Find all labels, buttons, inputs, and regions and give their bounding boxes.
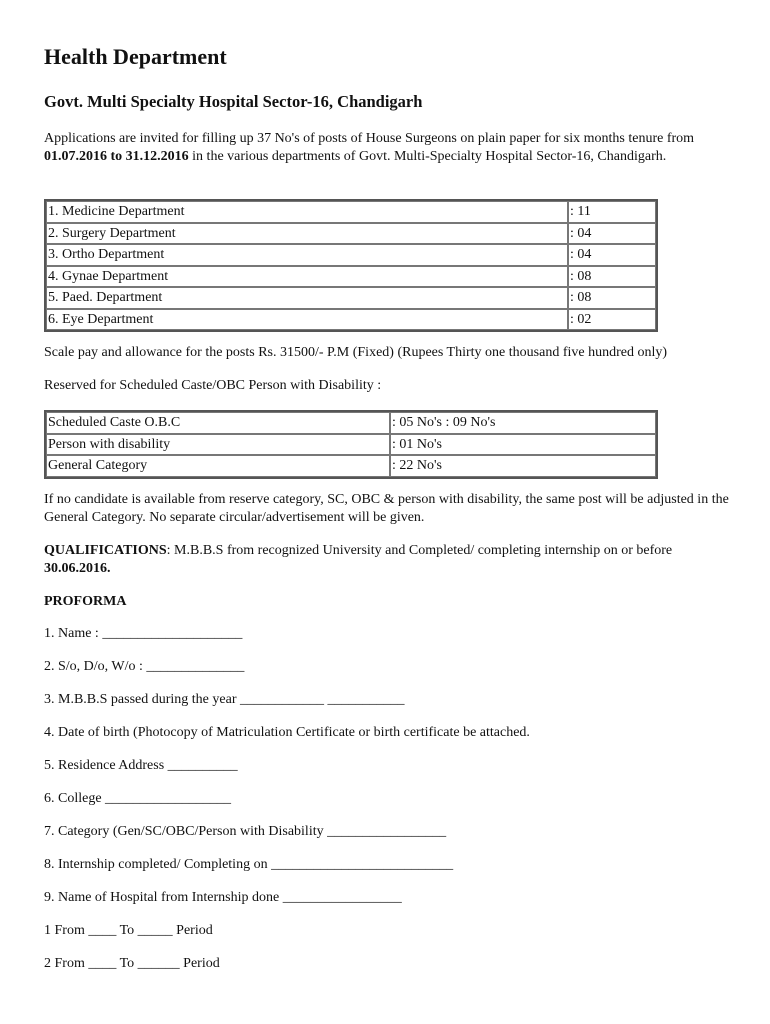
intro-text-before: Applications are invited for filling up 37 No's of posts of House Surgeons on plain paper for six months tenure from [44,131,695,146]
department-name: 4. Gynae Department [46,266,568,288]
department-name: 6. Eye Department [46,309,568,331]
reserve-note: If no candidate is available from reserve category, SC, OBC & person with disability, the same post will be adjusted in the General Category. No separate circular/advertisement will be given. [44,492,729,525]
reservation-table [44,410,658,479]
department-name: 2. Surgery Department [46,223,568,245]
proforma-field-internship: 8. Internship completed/ Completing on __________________________ [44,857,454,872]
page-title: Health Department [44,44,227,69]
intro-text-after: in the various departments of Govt. Multi-Specialty Hospital Sector-16, Chandigarh. [188,148,667,164]
proforma-field-name: 1. Name : ____________________ [44,626,243,641]
post-count: : 08 [568,266,656,288]
proforma-field-college: 6. College __________________ [44,791,232,806]
proforma-field-category: 7. Category (Gen/SC/OBC/Person with Disability _________________ [44,824,447,839]
departments-table [44,199,658,332]
scale-pay-text: Scale pay and allowance for the posts Rs. 31500/- P.M (Fixed) (Rupees Thirty one thousand five hundred only) [44,345,668,360]
proforma-field-period-2: 2 From ____ To ______ Period [44,956,220,971]
post-count: : 02 [568,309,656,331]
department-name: 3. Ortho Department [46,244,568,266]
table-row [46,287,656,309]
table-row [46,223,656,245]
proforma-field-hospital: 9. Name of Hospital from Internship done _________________ [44,890,402,905]
post-count: : 04 [568,223,656,245]
proforma-field-dob: 4. Date of birth (Photocopy of Matriculation Certificate or birth certificate be attached. [44,725,530,740]
table-row [46,266,656,288]
post-count: : 11 [568,201,656,223]
department-name: 5. Paed. Department [46,287,568,309]
proforma-field-period-1: 1 From ____ To _____ Period [44,923,213,938]
tenure-dates: 01.07.2016 to 31.12.2016 [44,148,189,164]
category-name: Scheduled Caste O.B.C [46,412,390,434]
qualifications-date: 30.06.2016. [44,560,111,576]
table-row [46,455,656,477]
proforma-heading-text: PROFORMA [44,594,127,609]
category-count: : 01 No's [390,434,656,456]
category-name: General Category [46,455,390,477]
category-count: : 05 No's : 09 No's [390,412,656,434]
proforma-field-address: 5. Residence Address __________ [44,758,238,773]
category-name: Person with disability [46,434,390,456]
qualifications-paragraph [44,542,734,577]
table-row [46,201,656,223]
table-row [46,412,656,434]
table-row [46,309,656,331]
category-count: : 22 No's [390,455,656,477]
intro-paragraph [44,130,724,165]
reserved-heading: Reserved for Scheduled Caste/OBC Person with Disability : [44,378,382,393]
post-count: : 08 [568,287,656,309]
table-row [46,434,656,456]
proforma-field-mbbs-year: 3. M.B.B.S passed during the year ____________ ___________ [44,692,405,707]
qualifications-label: QUALIFICATIONS [44,543,167,558]
department-name: 1. Medicine Department [46,201,568,223]
proforma-heading [44,594,126,610]
proforma-field-relation: 2. S/o, D/o, W/o : ______________ [44,659,245,674]
table-row [46,244,656,266]
qualifications-text: : M.B.B.S from recognized University and Completed/ completing internship on or before [166,543,673,558]
post-count: : 04 [568,244,656,266]
hospital-subtitle: Govt. Multi Specialty Hospital Sector-16, Chandigarh [44,92,423,111]
